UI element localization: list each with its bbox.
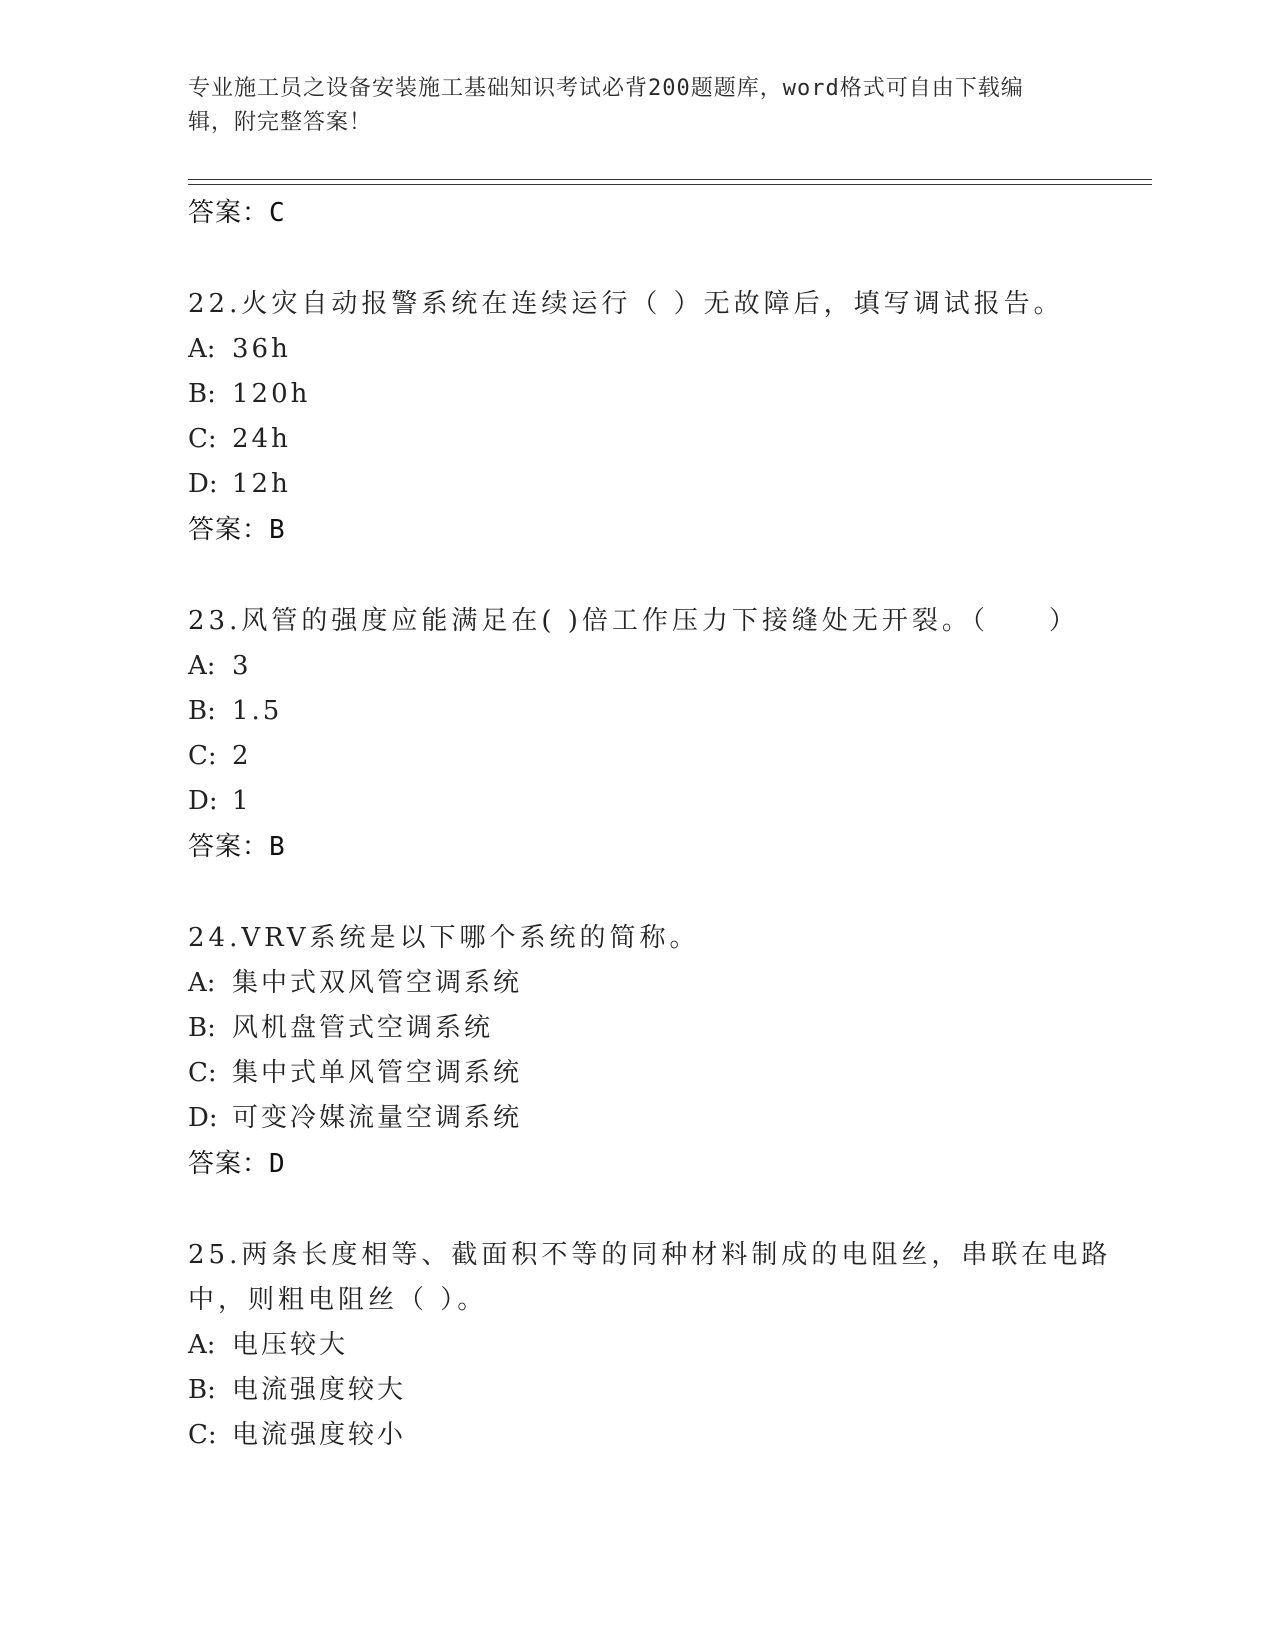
question-text: 25.两条长度相等、截面积不等的同种材料制成的电阻丝，串联在电路中，则粗电阻丝（ ）。 [188, 1240, 1112, 1315]
option-text: 12h [232, 469, 291, 499]
option-text: 24h [232, 424, 291, 454]
header-rule-bottom [188, 184, 1152, 185]
option-key: A: [188, 334, 216, 364]
option-b [188, 689, 1128, 734]
option-a [188, 961, 1128, 1006]
header-rule-top [188, 179, 1152, 180]
answer-label: 答案：B [188, 515, 286, 545]
option-c [188, 734, 1128, 779]
option-b [188, 372, 1128, 417]
question-item [188, 1233, 1128, 1458]
option-a [188, 644, 1128, 689]
option-key: B: [188, 1375, 216, 1405]
option-text: 3 [232, 651, 252, 681]
question-text: 23.风管的强度应能满足在( )倍工作压力下接缝处无开裂。（ ） [188, 606, 1079, 636]
option-key: B: [188, 1013, 216, 1043]
option-text: 1 [232, 786, 252, 816]
option-key: A: [188, 968, 216, 998]
question-list [188, 190, 1128, 1458]
question-item [188, 916, 1128, 1187]
option-c [188, 1051, 1128, 1096]
option-c [188, 1413, 1128, 1458]
option-c [188, 417, 1128, 462]
option-key: B: [188, 379, 216, 409]
option-key: C: [188, 1058, 217, 1088]
question-text: 22.火灾自动报警系统在连续运行（ ）无故障后，填写调试报告。 [188, 289, 1064, 319]
option-text: 集中式双风管空调系统 [232, 968, 523, 998]
option-b [188, 1368, 1128, 1413]
option-text: 2 [232, 741, 252, 771]
question-text: 24.VRV系统是以下哪个系统的简称。 [188, 923, 700, 953]
option-key: B: [188, 696, 216, 726]
option-text: 36h [232, 334, 291, 364]
option-b [188, 1006, 1128, 1051]
option-text: 电压较大 [232, 1330, 349, 1360]
option-a [188, 1323, 1128, 1368]
question-item [188, 599, 1128, 870]
option-key: A: [188, 1330, 216, 1360]
document-header: 专业施工员之设备安装施工基础知识考试必背200题题库，word格式可自由下载编辑，附完整答案！ [188, 76, 1024, 135]
question-item [188, 282, 1128, 553]
answer-label: 答案：C [188, 198, 286, 228]
option-key: C: [188, 424, 217, 454]
option-a [188, 327, 1128, 372]
option-key: D: [188, 786, 218, 816]
option-key: A: [188, 651, 216, 681]
option-text: 集中式单风管空调系统 [232, 1058, 523, 1088]
answer-label: 答案：D [188, 1149, 286, 1179]
option-key: C: [188, 741, 217, 771]
option-text: 风机盘管式空调系统 [232, 1013, 494, 1043]
option-text: 1.5 [232, 696, 283, 726]
option-key: D: [188, 469, 218, 499]
option-key: D: [188, 1103, 218, 1133]
option-text: 电流强度较大 [232, 1375, 407, 1405]
option-text: 120h [232, 379, 311, 409]
option-d [188, 462, 1128, 507]
option-d [188, 779, 1128, 824]
answer-label: 答案：B [188, 832, 286, 862]
option-key: C: [188, 1420, 217, 1450]
option-text: 可变冷媒流量空调系统 [232, 1103, 523, 1133]
option-d [188, 1096, 1128, 1141]
option-text: 电流强度较小 [232, 1420, 407, 1450]
